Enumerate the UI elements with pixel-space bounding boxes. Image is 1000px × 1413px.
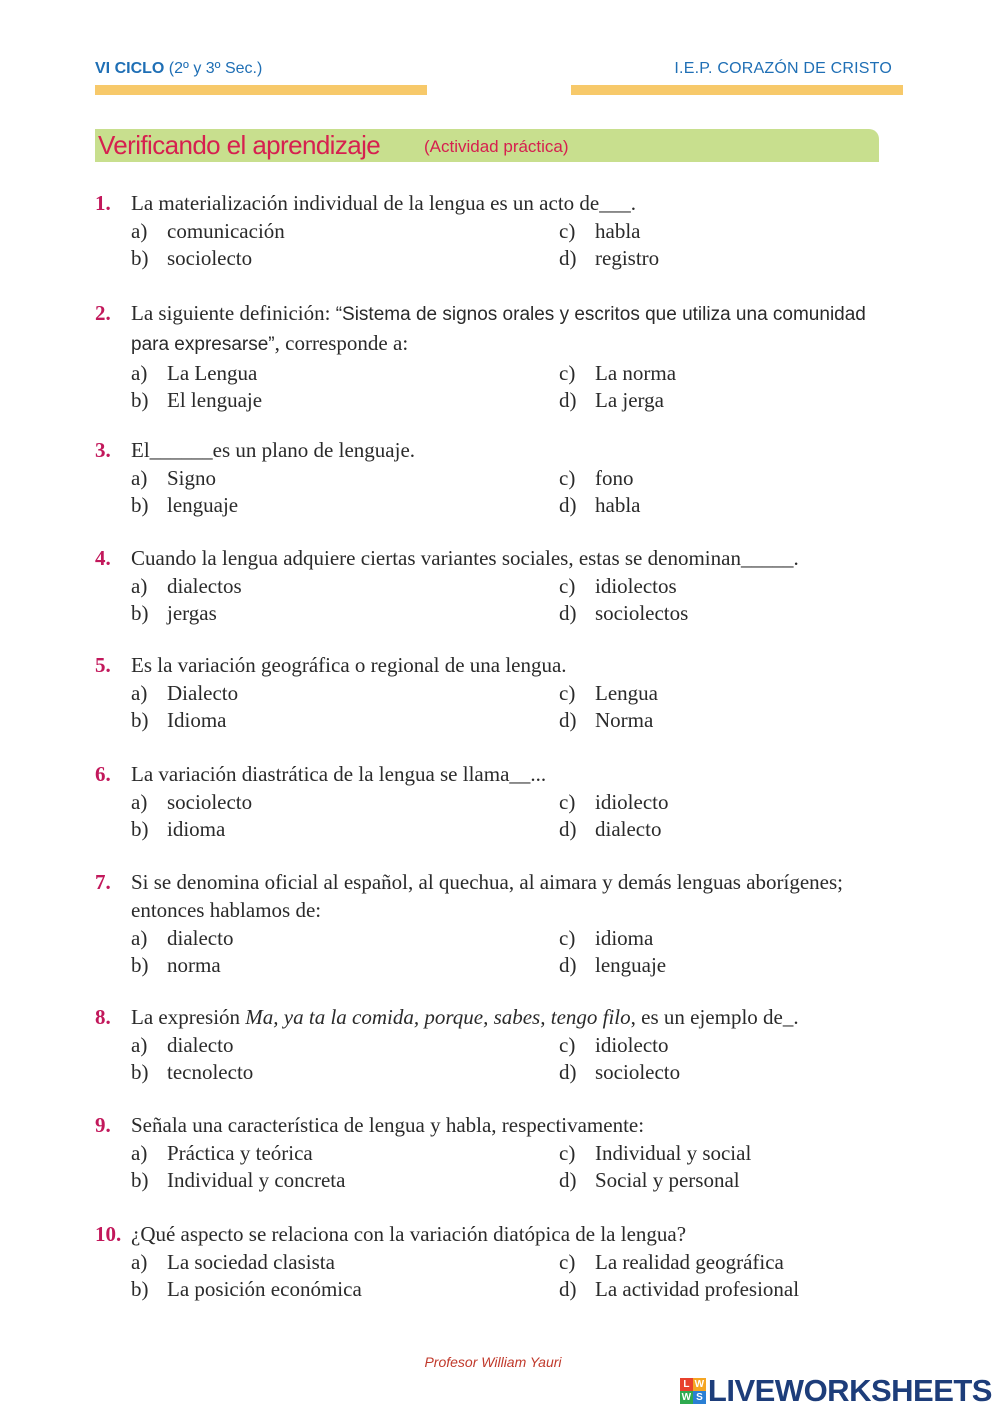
question-stem-part: La siguiente definición: [131,301,336,325]
option-text: dialecto [167,1033,234,1057]
option-letter: b) [131,601,149,625]
logo-mark-letter: W [694,1379,705,1390]
answer-option[interactable] [131,572,242,600]
question-item [95,1111,895,1194]
header-bar-left [95,85,427,95]
option-list [131,1031,895,1086]
option-letter: c) [559,574,576,598]
question-item [95,1220,895,1303]
option-letter: c) [559,219,576,243]
option-text: Individual y concreta [167,1168,346,1192]
option-text: La sociedad clasista [167,1250,335,1274]
question-stem: ¿Qué aspecto se relaciona con la variación diatópica de la lengua? [131,1222,687,1246]
option-letter: a) [131,681,148,705]
answer-option[interactable] [559,924,653,952]
answer-option[interactable] [131,464,216,492]
option-text: La actividad profesional [595,1277,800,1301]
banner-subtitle: (Actividad práctica) [424,137,569,156]
question-stem [131,299,895,359]
option-text: tecnolecto [167,1060,254,1084]
option-text: idiolectos [595,574,677,598]
answer-option[interactable] [131,1248,335,1276]
question-item [95,651,895,734]
option-list [131,1139,895,1194]
option-letter: d) [559,1277,577,1301]
question-stem: Cuando la lengua adquiere ciertas variantes sociales, estas se denominan_____. [131,546,799,570]
option-letter: c) [559,926,576,950]
option-list [131,679,895,734]
answer-option[interactable] [559,359,676,387]
answer-option[interactable] [559,217,640,245]
header-cycle [95,60,262,78]
option-letter: a) [131,219,148,243]
option-letter: a) [131,790,148,814]
header-cycle-bold: VI CICLO [95,60,165,77]
answer-option[interactable] [131,924,233,952]
option-text: Dialecto [167,681,239,705]
option-letter: b) [131,1060,149,1084]
question-number: 7. [95,870,111,894]
option-text: Lengua [595,681,658,705]
answer-option[interactable] [559,815,661,843]
option-letter: b) [131,388,149,412]
answer-option[interactable] [559,386,664,414]
option-letter: b) [131,708,149,732]
option-text: La realidad geográfica [595,1250,784,1274]
option-letter: c) [559,681,576,705]
option-text: idioma [167,817,226,841]
question-number: 5. [95,653,111,677]
answer-option[interactable] [131,217,285,245]
question-stem: La variación diastrática de la lengua se llama__... [131,762,547,786]
option-text: El lenguaje [167,388,263,412]
option-letter: d) [559,817,577,841]
option-list [131,788,895,843]
option-text: lenguaje [595,953,667,977]
option-text: dialectos [167,574,242,598]
option-letter: a) [131,361,148,385]
option-text: dialecto [167,926,234,950]
answer-option[interactable] [131,1031,233,1059]
question-number: 10. [95,1222,122,1246]
header-school: I.E.P. CORAZÓN DE CRISTO [674,60,892,77]
option-text: Social y personal [595,1168,740,1192]
option-letter: d) [559,1060,577,1084]
option-letter: c) [559,1033,576,1057]
answer-option[interactable] [559,788,668,816]
question-stem [131,1003,895,1031]
option-letter: b) [131,1277,149,1301]
option-letter: b) [131,493,149,517]
section-banner [95,129,879,162]
answer-option[interactable] [131,1139,313,1167]
question-quoted-definition: “Sistema de signos orales y escritos que utiliza una comunidad para expresarse” [131,304,866,355]
logo-mark-letter: L [680,1378,693,1391]
logo-mark-letter: S [693,1391,706,1404]
option-letter: a) [131,926,148,950]
option-text: comunicación [167,219,285,243]
option-text: idiolecto [595,790,669,814]
option-text: La norma [595,361,677,385]
option-letter: b) [131,953,149,977]
option-text: La jerga [595,388,664,412]
option-letter: d) [559,1168,577,1192]
answer-option[interactable] [131,951,221,979]
question-item [95,760,895,843]
option-text: jergas [167,601,217,625]
option-text: idiolecto [595,1033,669,1057]
option-text: Signo [167,466,217,490]
question-number: 1. [95,191,111,215]
question-example-phrase: Ma, ya ta la comida, porque, sabes, tengo filo [245,1005,631,1029]
answer-option[interactable] [559,491,640,519]
question-stem-part: La expresión [131,1005,246,1029]
option-letter: b) [131,1168,149,1192]
option-letter: b) [131,817,149,841]
logo-mark-icon [680,1378,706,1404]
question-number: 3. [95,438,111,462]
question-stem-part: , corresponde a: [274,331,409,355]
option-text: sociolecto [167,246,253,270]
option-list [131,572,895,627]
question-item [95,544,895,627]
answer-option[interactable] [559,572,677,600]
answer-option[interactable] [559,706,653,734]
option-letter: a) [131,574,148,598]
answer-option[interactable] [559,1166,740,1194]
option-letter: a) [131,1250,148,1274]
question-number: 8. [95,1005,111,1029]
question-stem: Si se denomina oficial al español, al quechua, al aimara y demás lenguas aborígenes; entonces hablamos de: [131,870,844,922]
option-list [131,217,895,272]
header-cycle-grades: (2º y 3º Sec.) [168,60,263,77]
option-letter: d) [559,708,577,732]
option-text: habla [595,493,641,517]
question-stem: El______es un plano de lenguaje. [131,438,416,462]
answer-option[interactable] [559,244,659,272]
option-letter: a) [131,1141,148,1165]
logo-text: LIVEWORKSHEETS [707,1373,992,1408]
option-letter: c) [559,790,576,814]
answer-option[interactable] [559,1248,784,1276]
question-item [95,436,895,519]
option-text: registro [595,246,660,270]
option-letter: c) [559,361,576,385]
liveworksheets-logo [680,1373,992,1409]
question-stem: Señala una característica de lengua y habla, respectivamente: [131,1113,645,1137]
banner-title: Verificando el aprendizaje [98,130,381,160]
option-list [131,359,895,414]
answer-option[interactable] [559,464,634,492]
answer-option[interactable] [131,491,238,519]
option-text: sociolecto [595,1060,681,1084]
question-item [95,868,895,979]
question-item [95,299,895,414]
answer-option[interactable] [559,1031,668,1059]
answer-option[interactable] [559,1058,680,1086]
answer-option[interactable] [131,359,257,387]
answer-option[interactable] [131,706,226,734]
answer-option[interactable] [131,599,217,627]
question-stem: Es la variación geográfica o regional de una lengua. [131,653,567,677]
logo-mark-letter: W [681,1392,692,1403]
option-letter: a) [131,1033,148,1057]
option-text: habla [595,219,641,243]
option-list [131,924,895,979]
option-letter: d) [559,246,577,270]
option-letter: d) [559,601,577,625]
answer-option[interactable] [131,386,262,414]
option-text: norma [167,953,221,977]
answer-option[interactable] [131,815,225,843]
question-item [95,189,895,272]
option-letter: d) [559,953,577,977]
option-text: sociolecto [167,790,253,814]
question-number: 9. [95,1113,111,1137]
answer-option[interactable] [559,679,658,707]
answer-option[interactable] [131,788,252,816]
option-text: sociolectos [595,601,689,625]
option-list [131,1248,895,1303]
option-letter: b) [131,246,149,270]
option-text: La posición económica [167,1277,362,1301]
answer-option[interactable] [559,599,688,627]
question-stem: La materialización individual de la lengua es un acto de___. [131,191,636,215]
option-text: fono [595,466,634,490]
option-text: dialecto [595,817,662,841]
option-text: Individual y social [595,1141,752,1165]
question-number: 2. [95,301,111,325]
option-letter: c) [559,1141,576,1165]
answer-option[interactable] [559,1275,799,1303]
answer-option[interactable] [559,951,666,979]
option-letter: c) [559,466,576,490]
footer-author: Profesor William Yauri [424,1354,562,1370]
option-letter: c) [559,1250,576,1274]
answer-option[interactable] [131,1166,345,1194]
option-letter: d) [559,493,577,517]
option-text: Idioma [167,708,227,732]
question-number: 6. [95,762,111,786]
option-text: lenguaje [167,493,239,517]
answer-option[interactable] [559,1139,751,1167]
question-stem-part: , es un ejemplo de_. [630,1005,799,1029]
option-text: idioma [595,926,654,950]
option-text: Norma [595,708,654,732]
option-text: La Lengua [167,361,258,385]
answer-option[interactable] [131,244,252,272]
header-bar-right [571,85,903,95]
answer-option[interactable] [131,679,238,707]
answer-option[interactable] [131,1275,362,1303]
option-list [131,464,895,519]
question-number: 4. [95,546,111,570]
option-letter: a) [131,466,148,490]
question-item [95,1003,895,1086]
answer-option[interactable] [131,1058,253,1086]
option-letter: d) [559,388,577,412]
option-text: Práctica y teórica [167,1141,313,1165]
